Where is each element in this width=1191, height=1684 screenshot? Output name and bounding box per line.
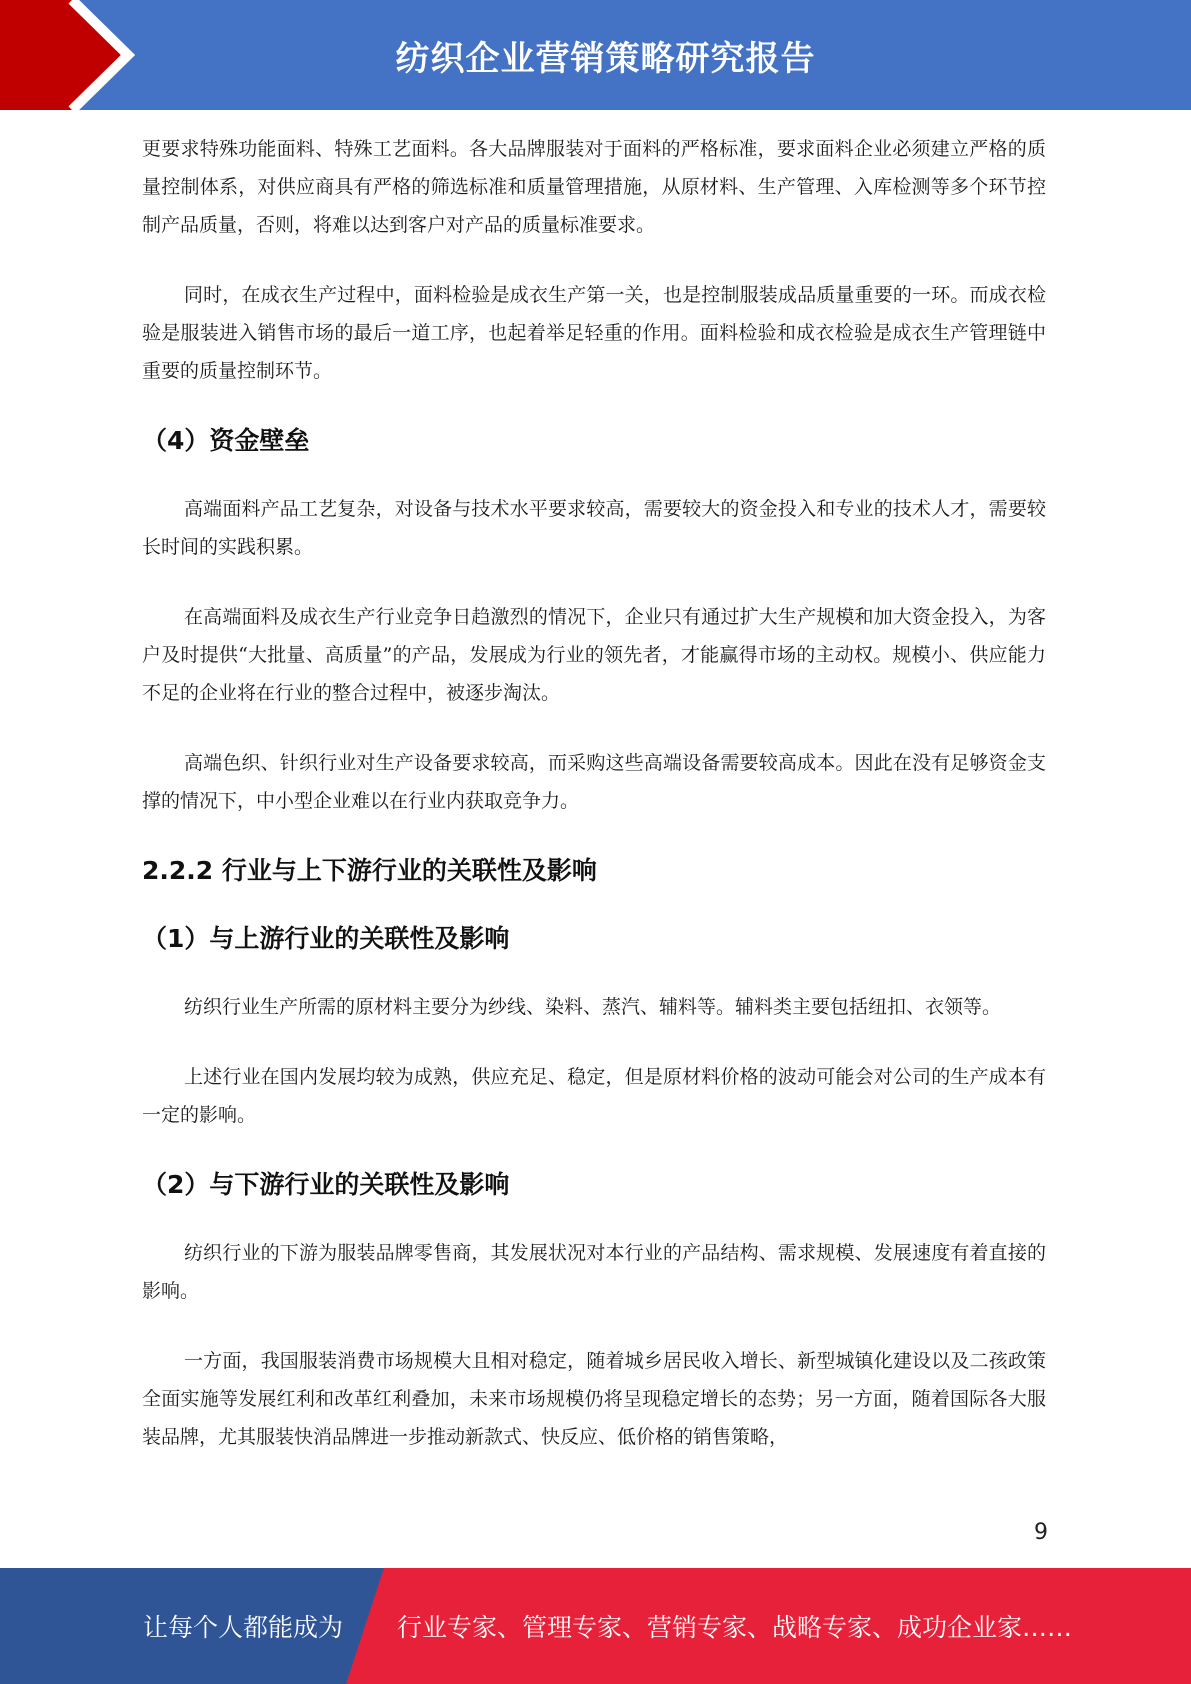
document-body <box>142 130 1046 1488</box>
paragraph: 纺织行业生产所需的原材料主要分为纱线、染料、蒸汽、辅料等。辅料类主要包括纽扣、衣领等。 <box>184 996 1002 1018</box>
footer-slogan-left: 让每个人都能成为 <box>143 1613 344 1642</box>
paragraph: 上述行业在国内发展均较为成熟，供应充足、稳定，但是原材料价格的波动可能会对公司的生产成本有一定的影响。 <box>142 1066 1046 1126</box>
paragraph: 更要求特殊功能面料、特殊工艺面料。各大品牌服装对于面料的严格标准，要求面料企业必须建立严格的质量控制体系，对供应商具有严格的筛选标准和质量管理措施，从原材料、生产管理、入库检测等多个环节控制产品质量，否则，将难以达到客户对产品的质量标准要求。 <box>142 138 1046 236</box>
page-number: 9 <box>1034 1520 1048 1545</box>
paragraph: 一方面，我国服装消费市场规模大且相对稳定，随着城乡居民收入增长、新型城镇化建设以及二孩政策全面实施等发展红利和改革红利叠加，未来市场规模仍将呈现稳定增长的态势；另一方面，随着国际各大服装品牌，尤其服装快消品牌进一步推动新款式、快反应、低价格的销售策略， <box>142 1350 1046 1448</box>
subheading-upstream: （1）与上游行业的关联性及影响 <box>142 924 510 953</box>
document-title: 纺织企业营销策略研究报告 <box>395 38 816 79</box>
section-heading: 2.2.2 行业与上下游行业的关联性及影响 <box>142 856 597 885</box>
footer-slogan-right: 行业专家、管理专家、营销专家、战略专家、成功企业家…… <box>397 1613 1073 1642</box>
paragraph: 高端面料产品工艺复杂，对设备与技术水平要求较高，需要较大的资金投入和专业的技术人才，需要较长时间的实践积累。 <box>142 498 1046 558</box>
paragraph: 在高端面料及成衣生产行业竞争日趋激烈的情况下，企业只有通过扩大生产规模和加大资金投入，为客户及时提供“大批量、高质量”的产品，发展成为行业的领先者，才能赢得市场的主动权。规模小、供应能力不足的企业将在行业的整合过程中，被逐步淘汰。 <box>142 606 1046 704</box>
paragraph: 同时，在成衣生产过程中，面料检验是成衣生产第一关，也是控制服装成品质量重要的一环。而成衣检验是服装进入销售市场的最后一道工序，也起着举足轻重的作用。面料检验和成衣检验是成衣生产管理链中重要的质量控制环节。 <box>142 284 1046 382</box>
subheading-downstream: （2）与下游行业的关联性及影响 <box>142 1170 510 1199</box>
page-header <box>0 0 1191 110</box>
page-footer <box>0 1568 1191 1684</box>
paragraph: 高端色织、针织行业对生产设备要求较高，而采购这些高端设备需要较高成本。因此在没有足够资金支撑的情况下，中小型企业难以在行业内获取竞争力。 <box>142 752 1046 812</box>
subheading-capital-barrier: （4）资金壁垒 <box>142 426 310 455</box>
paragraph: 纺织行业的下游为服装品牌零售商，其发展状况对本行业的产品结构、需求规模、发展速度有着直接的影响。 <box>142 1242 1046 1302</box>
